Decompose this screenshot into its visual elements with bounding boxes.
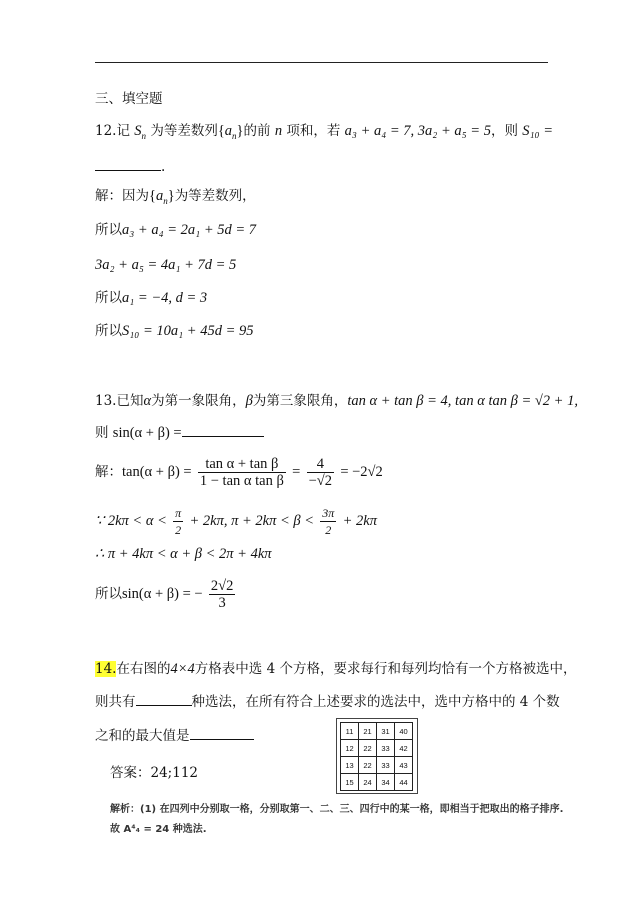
q12-solution-intro: 解：因为$\{a_n\}$为等差数列， — [95, 188, 256, 206]
grid-row — [341, 757, 413, 774]
number-grid — [340, 722, 413, 791]
grid-cell: 11 — [341, 723, 359, 740]
grid-cell: 22 — [359, 757, 377, 774]
grid-row — [341, 774, 413, 791]
grid-cell: 21 — [359, 723, 377, 740]
q14-line1: 14.在右图的4×4方格表中选 4 个方格，要求每行和每列均恰有一个方格被选中， — [95, 661, 577, 677]
q14-answer: 答案：24;112 — [110, 765, 198, 781]
grid-cell: 24 — [359, 774, 377, 791]
grid-row — [341, 740, 413, 757]
q13-ask: 则 sin(α + β) = — [95, 424, 264, 442]
q12-step1: 所以a₃ + a₄ = 2a₁ + 5d = 7 — [95, 222, 257, 238]
q13-range2: ∴ π + 4kπ < α + β < 2π + 4kπ — [95, 546, 272, 562]
q12-step4: 所以S₁₀ = 10a₁ + 45d = 95 — [95, 323, 254, 339]
grid-cell: 15 — [341, 774, 359, 791]
section-title: 三、填空题 — [95, 91, 163, 107]
grid-cell: 12 — [341, 740, 359, 757]
q12-step3: 所以a₁ = −4, d = 3 — [95, 290, 208, 306]
grid-cell: 34 — [377, 774, 395, 791]
grid-cell: 42 — [395, 740, 413, 757]
grid-cell: 33 — [377, 740, 395, 757]
grid-cell: 13 — [341, 757, 359, 774]
q14-line3: 之和的最大值是 — [95, 727, 254, 745]
q12-step2: 3a₂ + a₅ = 4a₁ + 7d = 5 — [95, 257, 237, 273]
grid-row — [341, 723, 413, 740]
grid-cell: 44 — [395, 774, 413, 791]
q14-analysis-line1: 解析：(1) 在四列中分别取一格，分别取第一、二、三、四行中的某一格，即相当于把取出的格子排序. — [110, 804, 564, 815]
grid-cell: 43 — [395, 757, 413, 774]
q13-range1: ∵ 2kπ < α < $\frac{\pi}{2}$ + 2kπ, π + 2kπ < β < $\frac{3\pi}{2}$ + 2kπ — [95, 506, 377, 537]
q14-analysis-line2: 故 A⁴₄ = 24 种选法. — [110, 824, 207, 835]
q13-final: 所以sin(α + β) = − $\frac{2√2}{3}$ — [95, 578, 234, 611]
grid-cell: 40 — [395, 723, 413, 740]
header-rule — [95, 62, 548, 63]
grid-cell: 31 — [377, 723, 395, 740]
q14-line2: 则共有 种选法，在所有符合上述要求的选法中，选中方格中的 4 个数 — [95, 694, 560, 710]
q12-answer-blank: . — [95, 158, 165, 176]
q13-statement: 13.已知α为第一象限角，β为第三象限角，tan α + tan β = 4, tan α tan β = √2 + 1, — [95, 393, 578, 409]
grid-cell: 33 — [377, 757, 395, 774]
q13-solution-tan: 解：tan(α + β) = $\frac{\text{tan α + tan β}}{\text{1 − tan α tan β}}$ = $\frac{4}{-√2}$ = −2√2 — [95, 456, 383, 489]
grid-cell: 22 — [359, 740, 377, 757]
q12-statement: 12.记 $S_n$ 为等差数列$\{a_n\}$的前 n 项和，若 a₃ + a₄ = 7, 3a₂ + a₅ = 5，则 S₁₀ = — [95, 123, 554, 141]
